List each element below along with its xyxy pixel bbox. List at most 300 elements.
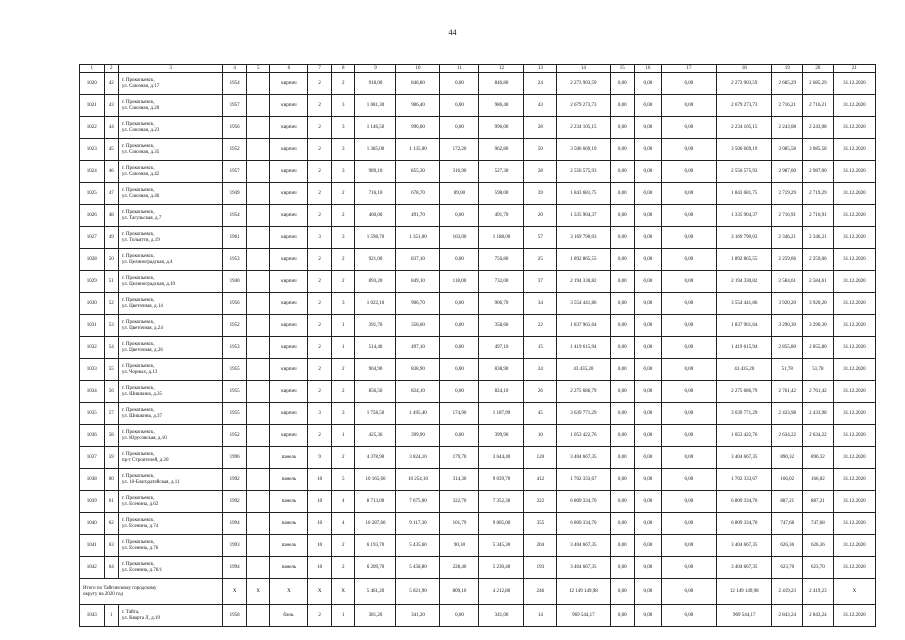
table-cell: 2 194 330,82	[717, 271, 772, 293]
table-cell: 3	[331, 403, 355, 425]
table-cell: 2	[331, 381, 355, 403]
table-cell: 1026	[80, 205, 105, 227]
table-cell: 0,00	[635, 557, 662, 579]
table-cell: 6 809 334,70	[557, 491, 610, 513]
table-cell: 51,78	[772, 359, 803, 381]
table-cell: 3 639 771,29	[717, 403, 772, 425]
table-cell: 0,00	[635, 425, 662, 447]
table-cell: 3 644,40	[479, 447, 524, 469]
table-cell: 0,00	[610, 139, 635, 161]
table-cell: 0,00	[440, 359, 479, 381]
table-row	[80, 381, 876, 403]
table-cell: 2	[308, 95, 332, 117]
table-cell: 57	[524, 227, 557, 249]
table-cell: 0,00	[610, 205, 635, 227]
table-row	[80, 359, 876, 381]
table-cell: 5	[331, 469, 355, 491]
table-cell: 0,00	[610, 73, 635, 95]
table-cell: 3	[331, 227, 355, 249]
table-cell: 2	[308, 315, 332, 337]
table-cell: 51,78	[803, 359, 834, 381]
table-cell: г. Прокопьевск, пр-т Строителей, д.20	[118, 447, 222, 469]
table-cell: 1 335 904,37	[557, 205, 610, 227]
table-cell: 0,00	[610, 95, 635, 117]
table-cell: 2 634,22	[803, 425, 834, 447]
table-cell: 0,00	[635, 95, 662, 117]
column-header: 13	[524, 65, 557, 73]
table-cell: 43 435,20	[717, 359, 772, 381]
table-cell: 0,00	[661, 557, 716, 579]
table-cell: 1952	[223, 315, 247, 337]
table-cell: 31.12.2020	[833, 605, 875, 627]
table-cell: 491,70	[479, 205, 524, 227]
table-cell: 1955	[223, 359, 247, 381]
table-cell: 0,00	[635, 73, 662, 95]
table-cell: 1954	[223, 73, 247, 95]
table-cell: 1021	[80, 95, 105, 117]
table-cell: 1994	[223, 557, 247, 579]
table-cell: 34	[524, 293, 557, 315]
total-cell: X	[270, 579, 308, 605]
table-cell: 1 843 681,75	[717, 183, 772, 205]
table-cell: 2 194 330,82	[557, 271, 610, 293]
table-cell: 1040	[80, 513, 105, 535]
table-cell: 2	[308, 249, 332, 271]
table-cell: 15	[524, 337, 557, 359]
table-cell: 2	[308, 425, 332, 447]
table-cell: 31.12.2020	[833, 249, 875, 271]
table-cell: 3	[331, 117, 355, 139]
table-cell: 7 352,30	[479, 491, 524, 513]
table-cell	[246, 605, 270, 627]
table-cell: 527,30	[479, 161, 524, 183]
table-cell: 3 169 790,03	[717, 227, 772, 249]
table-cell: г. Прокопьевск, ул. Шишкина, д.37	[118, 403, 222, 425]
table-cell: 1952	[223, 425, 247, 447]
table-cell	[246, 447, 270, 469]
table-cell: 0,00	[661, 447, 716, 469]
column-header: 21	[833, 65, 875, 73]
table-cell: кирпич	[270, 403, 308, 425]
table-cell: 412	[524, 469, 557, 491]
table-cell: 0,00	[610, 117, 635, 139]
table-cell: 1 892 865,55	[717, 249, 772, 271]
table-cell	[246, 183, 270, 205]
table-cell: 355	[524, 513, 557, 535]
table-cell: 47	[104, 183, 118, 205]
column-header: 18	[717, 65, 772, 73]
column-header: 10	[396, 65, 440, 73]
table-row	[80, 139, 876, 161]
table-cell: 1	[331, 425, 355, 447]
table-cell: 2	[308, 161, 332, 183]
table-cell	[246, 557, 270, 579]
table-cell: 1 053 422,76	[557, 425, 610, 447]
table-cell: 0,00	[635, 491, 662, 513]
table-cell: 0,00	[661, 183, 716, 205]
table-cell: 31.12.2020	[833, 315, 875, 337]
table-cell: панель	[270, 491, 308, 513]
table-cell: 996,00	[479, 117, 524, 139]
table-cell: 0,00	[610, 469, 635, 491]
table-row	[80, 337, 876, 359]
table-cell: 3 506 669,19	[717, 139, 772, 161]
table-row	[80, 227, 876, 249]
table-cell: 1 598,70	[355, 227, 396, 249]
table-cell: 2	[308, 605, 332, 627]
column-header: 19	[772, 65, 803, 73]
table-row	[80, 491, 876, 513]
table-cell: г. Прокопьевск, ул. Союзная, д.20	[118, 95, 222, 117]
table-cell: 0,00	[610, 491, 635, 513]
table-cell: 623,70	[803, 557, 834, 579]
table-cell: 1953	[223, 337, 247, 359]
table-cell: 747,68	[803, 513, 834, 535]
table-cell: 48	[104, 205, 118, 227]
table-cell: 0,00	[661, 425, 716, 447]
table-cell: 31.12.2020	[833, 425, 875, 447]
total-cell: X	[331, 579, 355, 605]
table-cell: 0,00	[610, 447, 635, 469]
table-cell: 5 345,30	[479, 535, 524, 557]
table-cell: г. Прокопьевск, ул. Союзная, д.35	[118, 139, 222, 161]
table-cell: г. Прокопьевск, ул. Союзная, д.42	[118, 161, 222, 183]
table-cell: кирпич	[270, 271, 308, 293]
table-cell: 846,80	[396, 73, 440, 95]
table-cell: 3 290,30	[772, 315, 803, 337]
table-cell: 31.12.2020	[833, 227, 875, 249]
table-cell: кирпич	[270, 227, 308, 249]
table-cell: 0,00	[661, 491, 716, 513]
table-cell: 3	[308, 227, 332, 249]
table-cell: 2	[308, 359, 332, 381]
table-cell: 25	[524, 249, 557, 271]
table-cell: 0,00	[610, 183, 635, 205]
table-cell: 3 404 667,35	[717, 557, 772, 579]
table-cell	[246, 117, 270, 139]
table-cell: 31.12.2020	[833, 73, 875, 95]
table-cell: г. Прокопьевск, ул. Есенина, д.74	[118, 513, 222, 535]
table-cell: 0,00	[635, 293, 662, 315]
table-cell: 0,00	[440, 315, 479, 337]
table-cell: 1037	[80, 447, 105, 469]
table-cell: 2 584,61	[803, 271, 834, 293]
table-cell: 838,90	[479, 359, 524, 381]
table-cell: 0,00	[635, 447, 662, 469]
table-cell: 0,00	[610, 425, 635, 447]
table-cell: 0,00	[635, 535, 662, 557]
table-cell	[246, 205, 270, 227]
table-cell: 1041	[80, 535, 105, 557]
table-cell	[246, 95, 270, 117]
table-cell: г. Прокопьевск, ул. Цветочная, д.26	[118, 337, 222, 359]
table-cell: кирпич	[270, 337, 308, 359]
table-cell: 10	[524, 425, 557, 447]
table-cell: 0,00	[610, 381, 635, 403]
table-cell: 0,00	[440, 95, 479, 117]
table-cell	[246, 293, 270, 315]
table-cell: 887,21	[803, 491, 834, 513]
table-cell: 1 892 865,55	[557, 249, 610, 271]
table-cell: 2 433,98	[772, 403, 803, 425]
table-cell: 1958	[223, 605, 247, 627]
table-cell: 44	[104, 117, 118, 139]
table-cell: г. Прокопьевск, ул. Союзная, д.23	[118, 117, 222, 139]
table-cell: 391,70	[355, 315, 396, 337]
table-cell: 0,00	[610, 293, 635, 315]
table-cell: 1994	[223, 513, 247, 535]
table-cell	[246, 381, 270, 403]
table-cell: 399,90	[479, 425, 524, 447]
table-cell: 6 809 334,70	[717, 513, 772, 535]
table-cell: 381,20	[355, 605, 396, 627]
table-cell: 2 556 575,93	[557, 161, 610, 183]
table-cell: 3	[308, 403, 332, 425]
table-cell: 9 005,00	[479, 513, 524, 535]
table-cell: 1992	[223, 491, 247, 513]
table-cell: 0,00	[661, 117, 716, 139]
table-cell: 0,00	[661, 161, 716, 183]
table-cell: 9 039,70	[479, 469, 524, 491]
column-header: 1	[80, 65, 105, 73]
table-cell: 10	[308, 513, 332, 535]
table-cell: 2	[308, 117, 332, 139]
table-row	[80, 315, 876, 337]
table-cell: 62	[104, 513, 118, 535]
table-cell: блок.	[270, 605, 308, 627]
table-cell: 172,20	[440, 139, 479, 161]
table-cell: 10 165,60	[355, 469, 396, 491]
table-cell: 0,00	[661, 73, 716, 95]
table-row	[80, 249, 876, 271]
table-cell: г. Прокопьевск, ул. Целиноградская, д.4	[118, 249, 222, 271]
table-cell: 6 809 334,70	[557, 513, 610, 535]
table-cell: панель	[270, 535, 308, 557]
table-cell: 1043	[80, 605, 105, 627]
table-cell: 0,00	[440, 337, 479, 359]
table-cell: 0,00	[635, 227, 662, 249]
table-cell: 0,00	[635, 605, 662, 627]
table-cell: 1955	[223, 381, 247, 403]
table-cell: 90,30	[440, 535, 479, 557]
header-row	[80, 65, 876, 73]
table-cell: 2 716,21	[772, 95, 803, 117]
table-cell: 2 716,91	[803, 205, 834, 227]
table-cell: 4 378,90	[355, 447, 396, 469]
column-header: 9	[355, 65, 396, 73]
table-cell: 1020	[80, 73, 105, 95]
table-cell: 0,00	[440, 73, 479, 95]
table-cell: 1 419 615,94	[557, 337, 610, 359]
table-cell: 2 243,08	[803, 117, 834, 139]
table-cell: 2 719,29	[772, 183, 803, 205]
table-cell: 0,00	[661, 605, 716, 627]
table-cell	[246, 403, 270, 425]
table-cell: 4	[331, 513, 355, 535]
table-cell: 0,00	[440, 205, 479, 227]
table-cell: 1952	[223, 139, 247, 161]
table-cell: 2 679 273,73	[557, 95, 610, 117]
table-cell: 1	[104, 605, 118, 627]
table-cell: 0,00	[661, 227, 716, 249]
table-cell	[246, 535, 270, 557]
table-cell: 2	[331, 205, 355, 227]
table-cell: 989,10	[355, 161, 396, 183]
table-cell: 906,70	[396, 293, 440, 315]
table-cell: 3	[331, 161, 355, 183]
table-cell: 3 554 441,86	[717, 293, 772, 315]
table-cell: 2 433,98	[803, 403, 834, 425]
table-cell	[246, 315, 270, 337]
table-cell: 2 761,42	[772, 381, 803, 403]
table-cell: 0,00	[635, 183, 662, 205]
total-cell: 12 149 149,98	[557, 579, 610, 605]
table-cell: 63	[104, 535, 118, 557]
table-cell: 0,00	[635, 513, 662, 535]
table-cell: 118,00	[440, 271, 479, 293]
page-number: 44	[448, 28, 457, 37]
table-cell: 0,00	[661, 271, 716, 293]
table-cell: 893,20	[355, 271, 396, 293]
table-cell: 3 404 667,35	[557, 557, 610, 579]
table-cell: 824,10	[479, 381, 524, 403]
table-cell: 0,00	[610, 359, 635, 381]
table-cell: кирпич	[270, 95, 308, 117]
table-cell: 846,80	[479, 73, 524, 95]
column-header: 16	[635, 65, 662, 73]
table-cell: 0,00	[635, 117, 662, 139]
table-cell: 1940	[223, 271, 247, 293]
table-cell: 6 209,70	[355, 557, 396, 579]
table-cell: г. Прокопьевск, ул. Тольятти, д.19	[118, 227, 222, 249]
table-cell: 1036	[80, 425, 105, 447]
table-cell: 10	[308, 557, 332, 579]
table-cell: 3	[331, 95, 355, 117]
table-cell: 2 843,24	[772, 605, 803, 627]
table-cell: 0,00	[661, 293, 716, 315]
table-cell: 3 290,30	[803, 315, 834, 337]
table-row	[80, 95, 876, 117]
table-cell: 2	[308, 337, 332, 359]
table-cell: 1 702 333,67	[717, 469, 772, 491]
table-cell: 0,00	[635, 139, 662, 161]
table-row	[80, 447, 876, 469]
total-cell: 5 021,90	[396, 579, 440, 605]
table-cell: кирпич	[270, 381, 308, 403]
table-cell: 2 761,42	[803, 381, 834, 403]
table-row	[80, 425, 876, 447]
table-cell: 0,00	[635, 337, 662, 359]
table-cell: 52	[104, 293, 118, 315]
table-cell: кирпич	[270, 139, 308, 161]
table-cell: 3 639 771,29	[557, 403, 610, 425]
table-cell: г. Прокопьевск, ул. Союзная, д.46	[118, 183, 222, 205]
column-header: 15	[610, 65, 635, 73]
table-row	[80, 469, 876, 491]
table-cell: 101,79	[440, 513, 479, 535]
table-cell: 756,80	[479, 249, 524, 271]
table-cell: 6 193,70	[355, 535, 396, 557]
table-cell	[246, 513, 270, 535]
table-cell: 31.12.2020	[833, 161, 875, 183]
table-cell: 1956	[223, 117, 247, 139]
table-cell: 921,00	[355, 249, 396, 271]
table-cell: 56	[104, 381, 118, 403]
table-cell: 316,90	[440, 161, 479, 183]
column-header: 14	[557, 65, 610, 73]
table-cell: панель	[270, 513, 308, 535]
table-cell: 1 146,50	[355, 117, 396, 139]
table-cell: 57	[104, 403, 118, 425]
table-cell: 849,10	[396, 271, 440, 293]
column-header: 7	[308, 65, 332, 73]
table-cell: 514,40	[355, 337, 396, 359]
total-cell: X	[308, 579, 332, 605]
table-cell: 918,00	[355, 73, 396, 95]
table-cell: 2	[308, 271, 332, 293]
table-cell: 0,00	[610, 403, 635, 425]
table-cell: 1 135,00	[396, 139, 440, 161]
table-cell: 49	[104, 227, 118, 249]
table-cell: 0,00	[610, 315, 635, 337]
table-cell: 31.12.2020	[833, 557, 875, 579]
table-cell: 0,00	[440, 605, 479, 627]
table-cell: 24	[524, 359, 557, 381]
table-cell: 1 837 961,64	[717, 315, 772, 337]
total-cell: 0,00	[635, 579, 662, 605]
table-cell: 2	[331, 359, 355, 381]
table-cell: 1 081,30	[355, 95, 396, 117]
table-cell: 986,40	[396, 95, 440, 117]
table-cell: 10 254,10	[396, 469, 440, 491]
table-cell: 0,00	[661, 139, 716, 161]
table-cell: 2 716,91	[772, 205, 803, 227]
table-cell: 497,10	[479, 337, 524, 359]
table-cell: 996,00	[396, 117, 440, 139]
table-cell: 31.12.2020	[833, 491, 875, 513]
table-cell: 2 716,21	[803, 95, 834, 117]
table-row	[80, 535, 876, 557]
table-cell: г. Тайга, ул. Кварта Л, д.19	[118, 605, 222, 627]
table-cell: 855,30	[396, 161, 440, 183]
column-header: 17	[661, 65, 716, 73]
table-cell: 1961	[223, 227, 247, 249]
table-cell: 0,00	[610, 605, 635, 627]
table-cell: 89,00	[440, 183, 479, 205]
table-cell: 1 188,00	[479, 227, 524, 249]
table-cell: 55	[104, 359, 118, 381]
table-cell: г. Прокопьевск, ул. Есенина, д.76/1	[118, 557, 222, 579]
table-cell: 50	[524, 139, 557, 161]
table-cell: 0,00	[635, 271, 662, 293]
table-body	[80, 65, 876, 627]
table-cell: 906,70	[479, 293, 524, 315]
table-cell: 3 404 667,35	[717, 447, 772, 469]
table-cell: 53	[104, 315, 118, 337]
table-cell: 1034	[80, 381, 105, 403]
table-row	[80, 161, 876, 183]
table-cell: 31.12.2020	[833, 117, 875, 139]
table-cell: 166,02	[772, 469, 803, 491]
table-cell: 37	[524, 271, 557, 293]
table-cell: 2 346,21	[803, 227, 834, 249]
table-cell: 2 273 903,59	[717, 73, 772, 95]
table-row	[80, 271, 876, 293]
table-cell	[246, 139, 270, 161]
table-cell: 1038	[80, 469, 105, 491]
table-cell: 2	[308, 139, 332, 161]
table-cell: 1957	[223, 161, 247, 183]
